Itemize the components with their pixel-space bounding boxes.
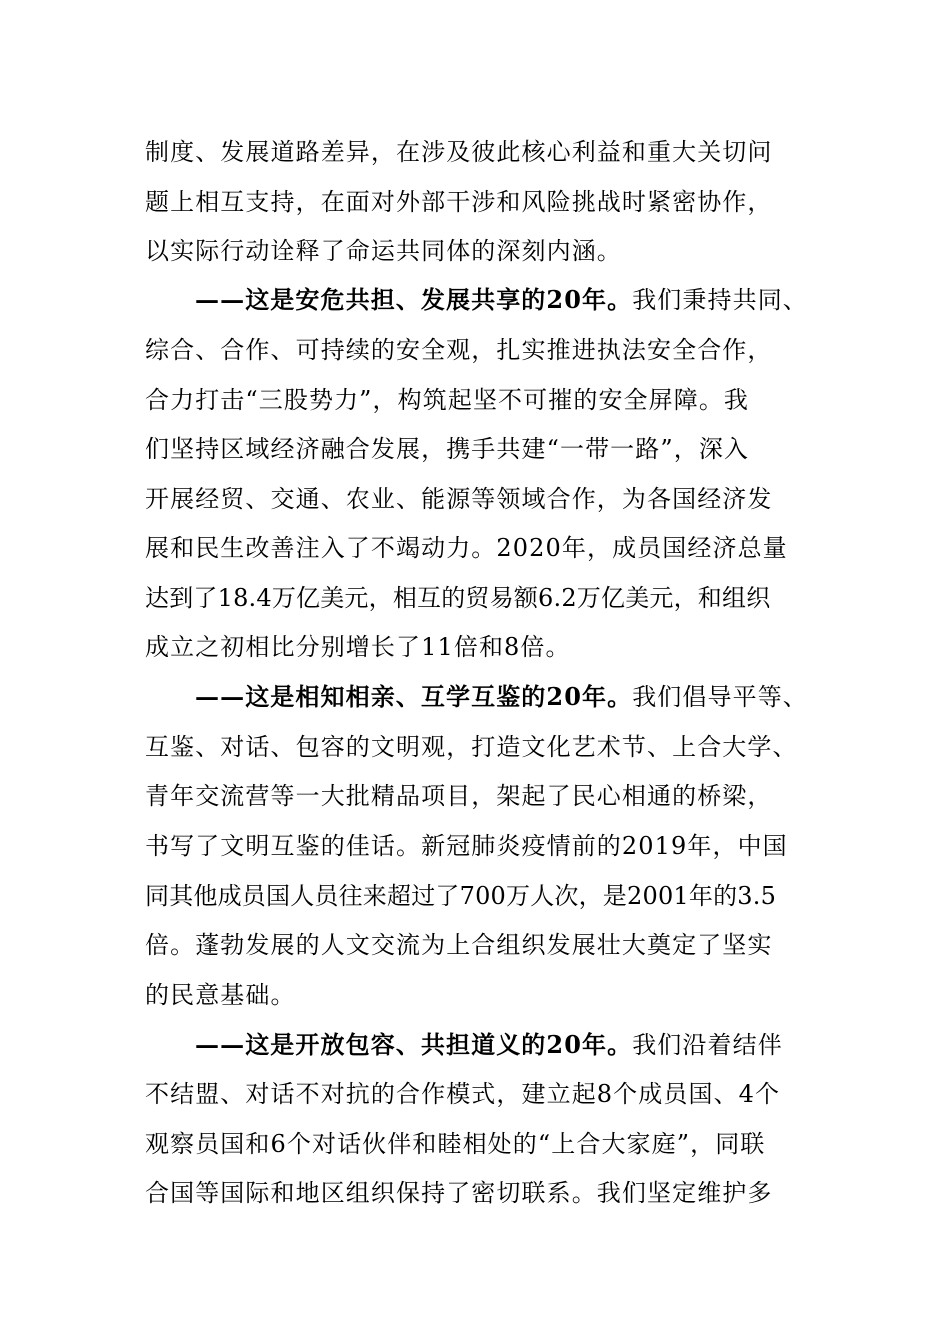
- text-line: 制度、发展道路差异，在涉及彼此核心利益和重大关切问: [145, 138, 773, 166]
- text-line: 的民意基础。: [145, 981, 296, 1009]
- text-line: 以实际行动诠释了命运共同体的深刻内涵。: [145, 237, 622, 265]
- paragraph-heading: ——这是相知相亲、互学互鉴的20年。: [195, 682, 633, 711]
- text-line: 达到了18.4万亿美元，相互的贸易额6.2万亿美元，和组织: [145, 584, 771, 612]
- text-line: 合国等国际和地区组织保持了密切联系。我们坚定维护多: [145, 1179, 773, 1207]
- text-line: 综合、合作、可持续的安全观，扎实推进执法安全合作，: [145, 336, 773, 364]
- text-line: 展和民生改善注入了不竭动力。2020年，成员国经济总量: [145, 534, 788, 562]
- text-line: 开展经贸、交通、农业、能源等领域合作，为各国经济发: [145, 485, 773, 513]
- text-line: 书写了文明互鉴的佳话。新冠肺炎疫情前的2019年，中国: [145, 832, 788, 860]
- text-line: 们坚持区域经济融合发展，携手共建“一带一路”，深入: [145, 435, 750, 463]
- text-line: 倍。蓬勃发展的人文交流为上合组织发展壮大奠定了坚实: [145, 931, 773, 959]
- text-line: 不结盟、对话不对抗的合作模式，建立起8个成员国、4个: [145, 1080, 781, 1108]
- text-line: 成立之初相比分别增长了11倍和8倍。: [145, 633, 571, 661]
- paragraph-heading: ——这是开放包容、共担道义的20年。: [195, 1030, 633, 1059]
- paragraph-text: 我们倡导平等、: [632, 683, 808, 711]
- paragraph-heading-line: [195, 1029, 865, 1061]
- text-line: 青年交流营等一大批精品项目，架起了民心相通的桥梁，: [145, 782, 773, 810]
- text-line: 合力打击“三股势力”，构筑起坚不可摧的安全屏障。我: [145, 386, 750, 414]
- paragraph-heading-line: [195, 681, 865, 713]
- text-line: 互鉴、对话、包容的文明观，打造文化艺术节、上合大学、: [145, 733, 798, 761]
- paragraph-text: 我们秉持共同、: [632, 286, 808, 314]
- text-line: 观察员国和6个对话伙伴和睦相处的“上合大家庭”，同联: [145, 1130, 766, 1158]
- text-line: 同其他成员国人员往来超过了700万人次，是2001年的3.5: [145, 882, 777, 910]
- text-line: 题上相互支持，在面对外部干涉和风险挑战时紧密协作，: [145, 188, 773, 216]
- paragraph-heading-line: [195, 284, 865, 316]
- paragraph-heading: ——这是安危共担、发展共享的20年。: [195, 285, 633, 314]
- paragraph-text: 我们沿着结伴: [632, 1031, 783, 1059]
